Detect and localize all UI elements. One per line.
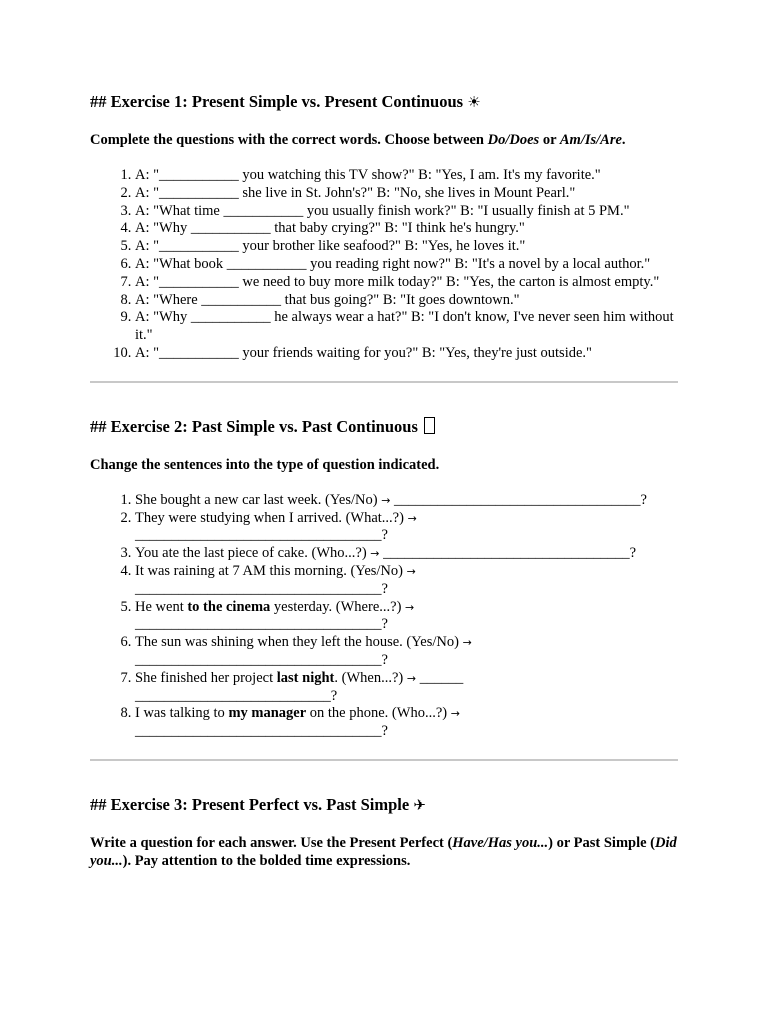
list-item: 1. She bought a new car last week. (Yes/No) → __________________________________?	[135, 492, 678, 510]
arrow-icon: →	[450, 707, 460, 721]
list-item: 9. A: "Why ___________ he always wear a hat?" B: "I don't know, I've never seen him without it."	[135, 309, 678, 345]
sun-icon: ☀	[467, 93, 481, 111]
list-item: 3. A: "What time ___________ you usually finish work?" B: "I usually finish at 5 PM."	[135, 203, 678, 221]
arrow-icon: →	[407, 511, 417, 525]
exercise-1-list	[90, 167, 678, 363]
list-item: 6. The sun was shining when they left the house. (Yes/No) → __________________________________?	[135, 634, 678, 670]
missing-glyph-icon	[424, 417, 435, 434]
exercise-1-instruction: Complete the questions with the correct words. Choose between Do/Does or Am/Is/Are.	[90, 132, 626, 148]
list-item: 4. It was raining at 7 AM this morning. (Yes/No) → __________________________________?	[135, 563, 678, 599]
list-item: 1. A: "___________ you watching this TV show?" B: "Yes, I am. It's my favorite."	[135, 167, 678, 185]
exercise-2-instruction: Change the sentences into the type of question indicated.	[90, 456, 440, 473]
arrow-icon: →	[406, 671, 417, 685]
list-item: 5. A: "___________ your brother like seafood?" B: "Yes, he loves it."	[135, 238, 678, 256]
list-item: 7. She finished her project last night. (When...?) → ______ ___________________________?	[135, 670, 678, 706]
list-item: 2. They were studying when I arrived. (What...?) → __________________________________?	[135, 510, 678, 546]
arrow-icon: →	[406, 564, 416, 578]
exercise-3-instruction: Write a question for each answer. Use the Present Perfect (Have/Has you...) or Past Simple (Did you...). Pay attention to the bolded time expressions.	[90, 834, 677, 869]
list-item: 3. You ate the last piece of cake. (Who...?) → __________________________________?	[135, 545, 678, 563]
arrow-icon: →	[405, 600, 415, 614]
list-item: 5. He went to the cinema yesterday. (Where...?) → __________________________________?	[135, 599, 678, 635]
exercise-2-list	[90, 492, 678, 741]
list-item: 6. A: "What book ___________ you reading right now?" B: "It's a novel by a local author."	[135, 256, 678, 274]
arrow-icon: →	[381, 493, 391, 507]
section-divider	[90, 381, 678, 383]
list-item: 8. I was talking to my manager on the phone. (Who...?) → __________________________________?	[135, 705, 678, 741]
exercise-1-title: ## Exercise 1: Present Simple vs. Present Continuous ☀	[90, 92, 481, 111]
list-item: 10. A: "___________ your friends waiting for you?" B: "Yes, they're just outside."	[135, 345, 678, 363]
list-item: 7. A: "___________ we need to buy more milk today?" B: "Yes, the carton is almost empty."	[135, 274, 678, 292]
list-item: 4. A: "Why ___________ that baby crying?" B: "I think he's hungry."	[135, 220, 678, 238]
airplane-icon: ✈	[413, 795, 426, 814]
arrow-icon: →	[462, 636, 472, 650]
exercise-3-title: ## Exercise 3: Present Perfect vs. Past Simple ✈	[90, 794, 426, 814]
arrow-icon: →	[370, 547, 380, 561]
section-divider	[90, 759, 678, 761]
list-item: 8. A: "Where ___________ that bus going?" B: "It goes downtown."	[135, 292, 678, 310]
list-item: 2. A: "___________ she live in St. John's?" B: "No, she lives in Mount Pearl."	[135, 185, 678, 203]
exercise-2-title: ## Exercise 2: Past Simple vs. Past Continuous	[90, 415, 678, 439]
